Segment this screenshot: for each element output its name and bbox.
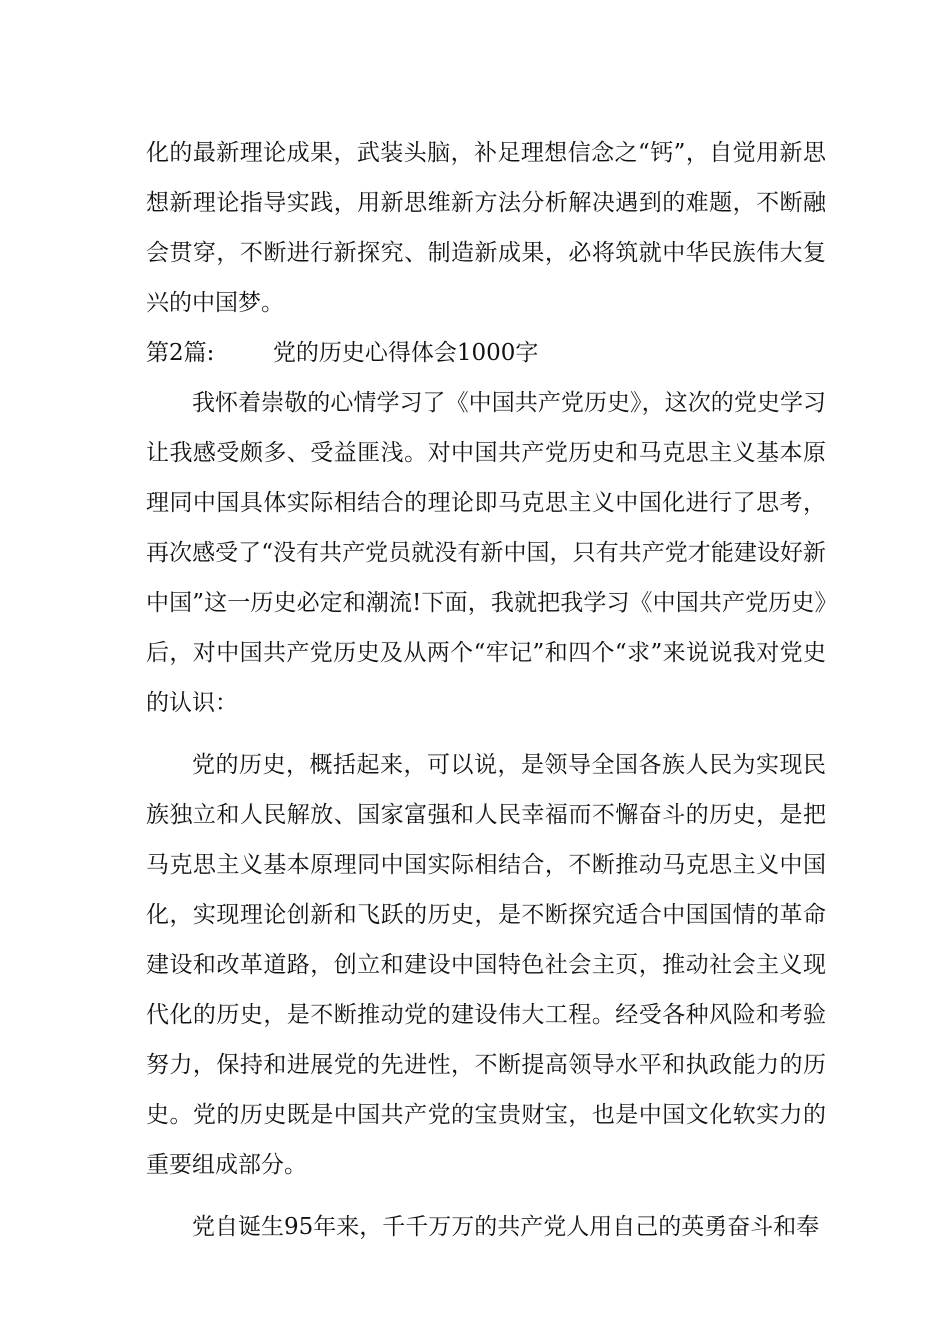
paragraph-party-history: 党的历史，概括起来，可以说，是领导全国各族人民为实现民族独立和人民解放、国家富强和人民幸福而不懈奋斗的历史，是把马克思主义基本原理同中国实际相结合，不断推动马克思主义中国化，实现理论创新和飞跃的历史，是不断探究适合中国国情的革命建设和改革道路，创立和建设中国特色社会主页，推动社会主义现代化的历史，是不断推动党的建设伟大工程。经受各种风险和考验努力，保持和进展党的先进性，不断提高领导水平和执政能力的历史。党的历史既是中国共产党的宝贵财宝，也是中国文化软实力的重要组成部分。	[146, 752, 826, 1178]
paragraph-continued: 化的最新理论成果，武装头脑，补足理想信念之“钙”，自觉用新思想新理论指导实践，用新思维新方法分析解决遇到的难题，不断融会贯穿，不断进行新探究、制造新成果，必将筑就中华民族伟大复兴的中国梦。	[146, 140, 826, 316]
paragraph-intro: 我怀着崇敬的心情学习了《中国共产党历史》，这次的党史学习让我感受颇多、受益匪浅。对中国共产党历史和马克思主义基本原理同中国具体实际相结合的理论即马克思主义中国化进行了思考，再次感受了“没有共产党员就没有新中国，只有共产党才能建设好新中国”这一历史必定和潮流!下面，我就把我学习《中国共产党历史》后，对中国共产党历史及从两个“牢记”和四个“求”来说说我对党史的认识：	[146, 390, 826, 716]
paragraph-95-years: 党自诞生95年来，千千万万的共产党人用自己的英勇奋斗和奉	[192, 1214, 820, 1240]
section-heading: 第2篇: 党的历史心得体会1000字	[146, 340, 539, 366]
document-body	[146, 128, 826, 1252]
